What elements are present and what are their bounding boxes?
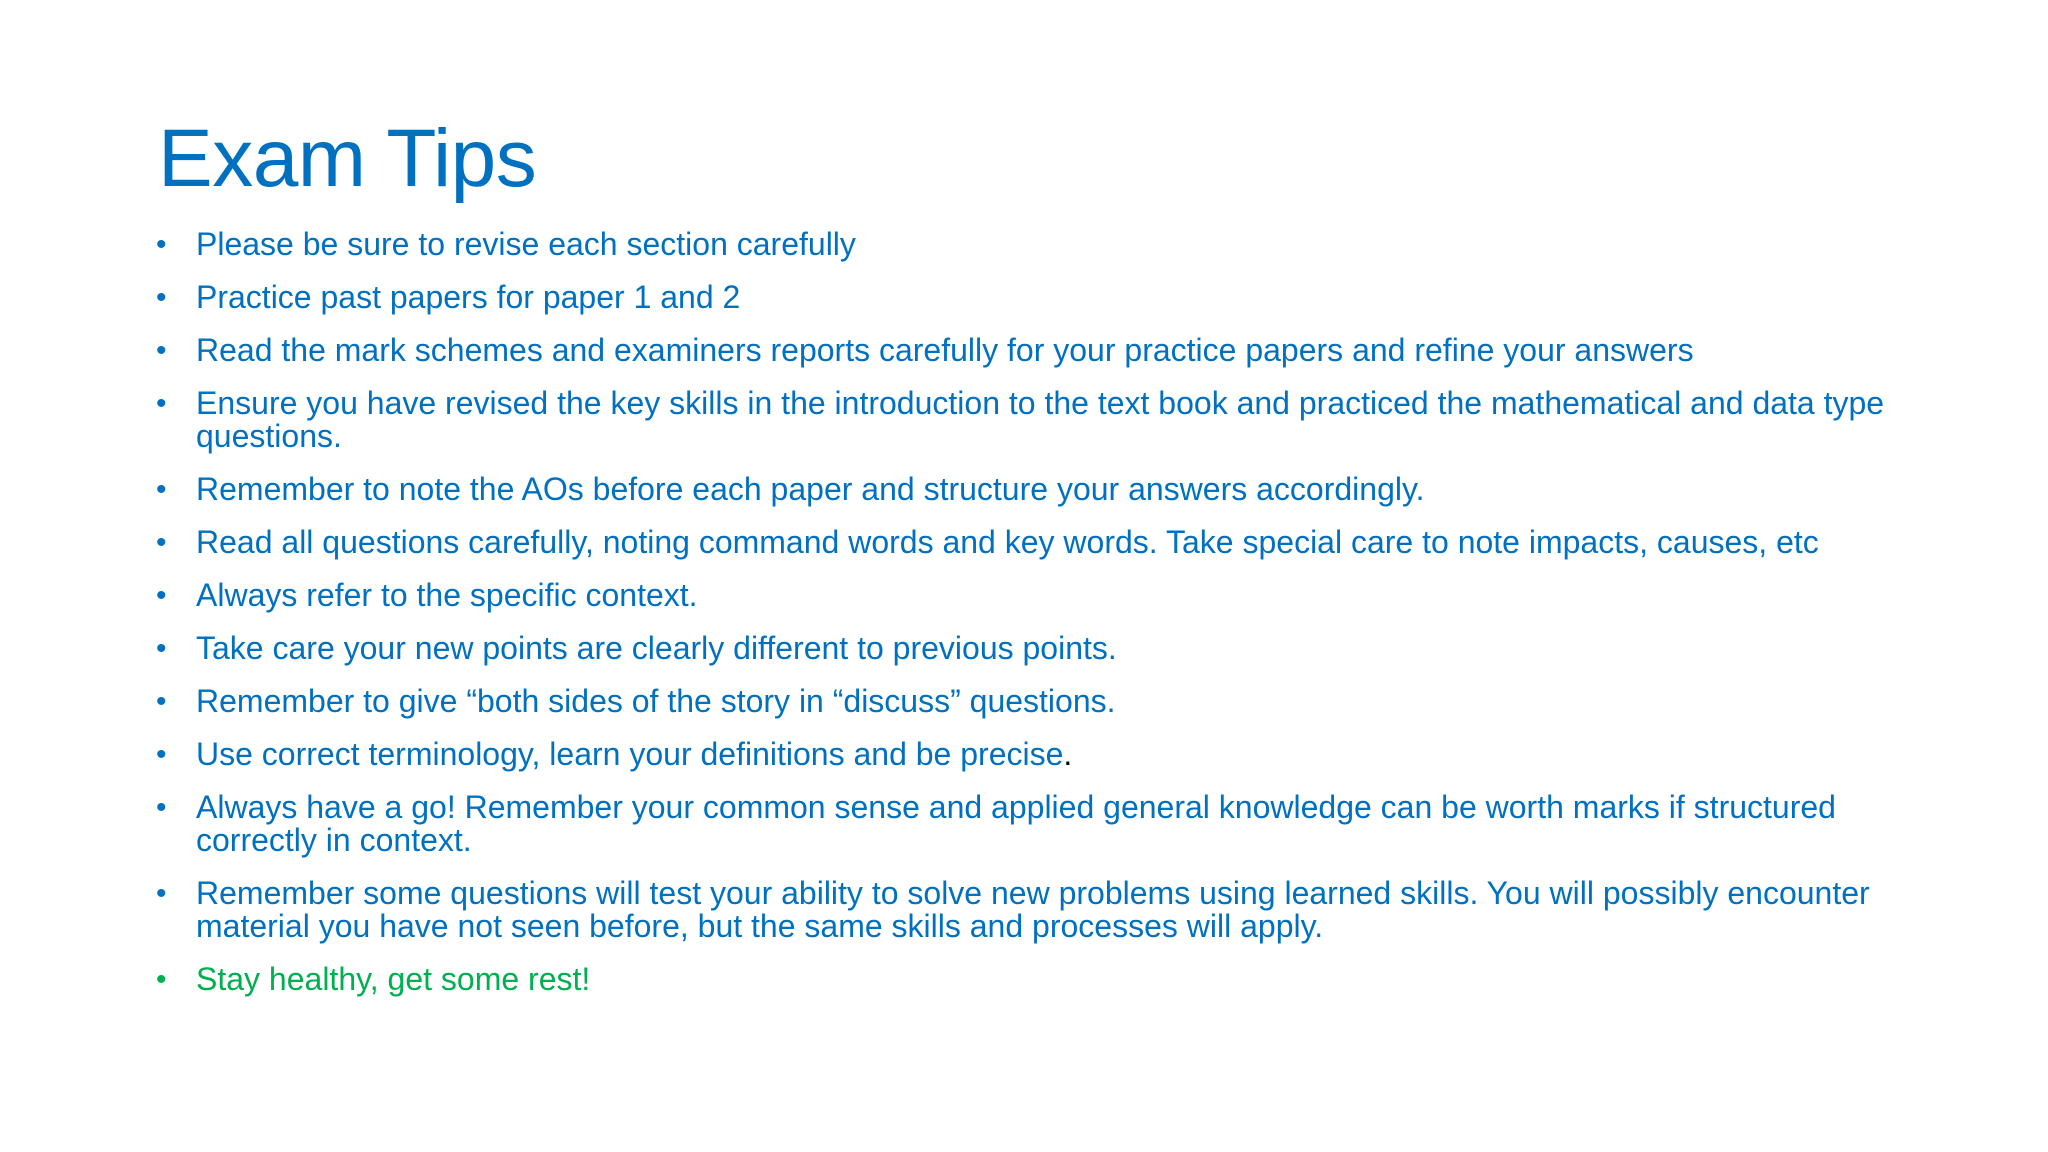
bullet-icon: •	[156, 387, 167, 420]
bullet-icon: •	[156, 281, 167, 314]
bullet-icon: •	[156, 791, 167, 824]
bullet-text: Ensure you have revised the key skills in the introduction to the text book and practiced the mathematical and data type questions.	[196, 385, 1885, 454]
list-item	[156, 685, 1946, 718]
bullet-icon: •	[156, 334, 167, 367]
bullet-suffix: .	[1063, 736, 1073, 772]
slide-title: Exam Tips	[158, 113, 537, 204]
bullet-icon: •	[156, 877, 167, 910]
list-item-highlight	[156, 963, 1946, 996]
bullet-text: Always have a go! Remember your common sense and applied general knowledge can be worth marks if structured correctly in context.	[196, 789, 1836, 858]
bullet-icon: •	[156, 526, 167, 559]
bullet-text: Stay healthy, get some rest!	[196, 961, 591, 997]
list-item	[156, 791, 1946, 857]
list-item	[156, 579, 1946, 612]
list-item	[156, 281, 1946, 314]
bullet-icon: •	[156, 228, 167, 261]
bullet-list	[156, 228, 1946, 1016]
bullet-icon: •	[156, 738, 167, 771]
list-item	[156, 738, 1946, 771]
bullet-text: Use correct terminology, learn your definitions and be precise	[196, 736, 1064, 772]
bullet-icon: •	[156, 963, 167, 996]
bullet-text: Please be sure to revise each section carefully	[196, 226, 856, 262]
bullet-text: Practice past papers for paper 1 and 2	[196, 279, 741, 315]
bullet-icon: •	[156, 632, 167, 665]
bullet-text: Always refer to the specific context.	[196, 577, 698, 613]
list-item	[156, 632, 1946, 665]
bullet-icon: •	[156, 473, 167, 506]
list-item	[156, 473, 1946, 506]
bullet-text: Read the mark schemes and examiners reports carefully for your practice papers and refine your answers	[196, 332, 1694, 368]
bullet-text: Remember to give “both sides of the story in “discuss” questions.	[196, 683, 1116, 719]
bullet-icon: •	[156, 685, 167, 718]
bullet-text: Remember to note the AOs before each paper and structure your answers accordingly.	[196, 471, 1425, 507]
bullet-text: Read all questions carefully, noting command words and key words. Take special care to note impacts, causes, etc	[196, 524, 1819, 560]
list-item	[156, 387, 1946, 453]
bullet-text: Take care your new points are clearly different to previous points.	[196, 630, 1117, 666]
list-item	[156, 228, 1946, 261]
list-item	[156, 877, 1946, 943]
bullet-text: Remember some questions will test your ability to solve new problems using learned skills. You will possibly encounter material you have not seen before, but the same skills and processes will apply.	[196, 875, 1870, 944]
list-item	[156, 334, 1946, 367]
bullet-icon: •	[156, 579, 167, 612]
list-item	[156, 526, 1946, 559]
